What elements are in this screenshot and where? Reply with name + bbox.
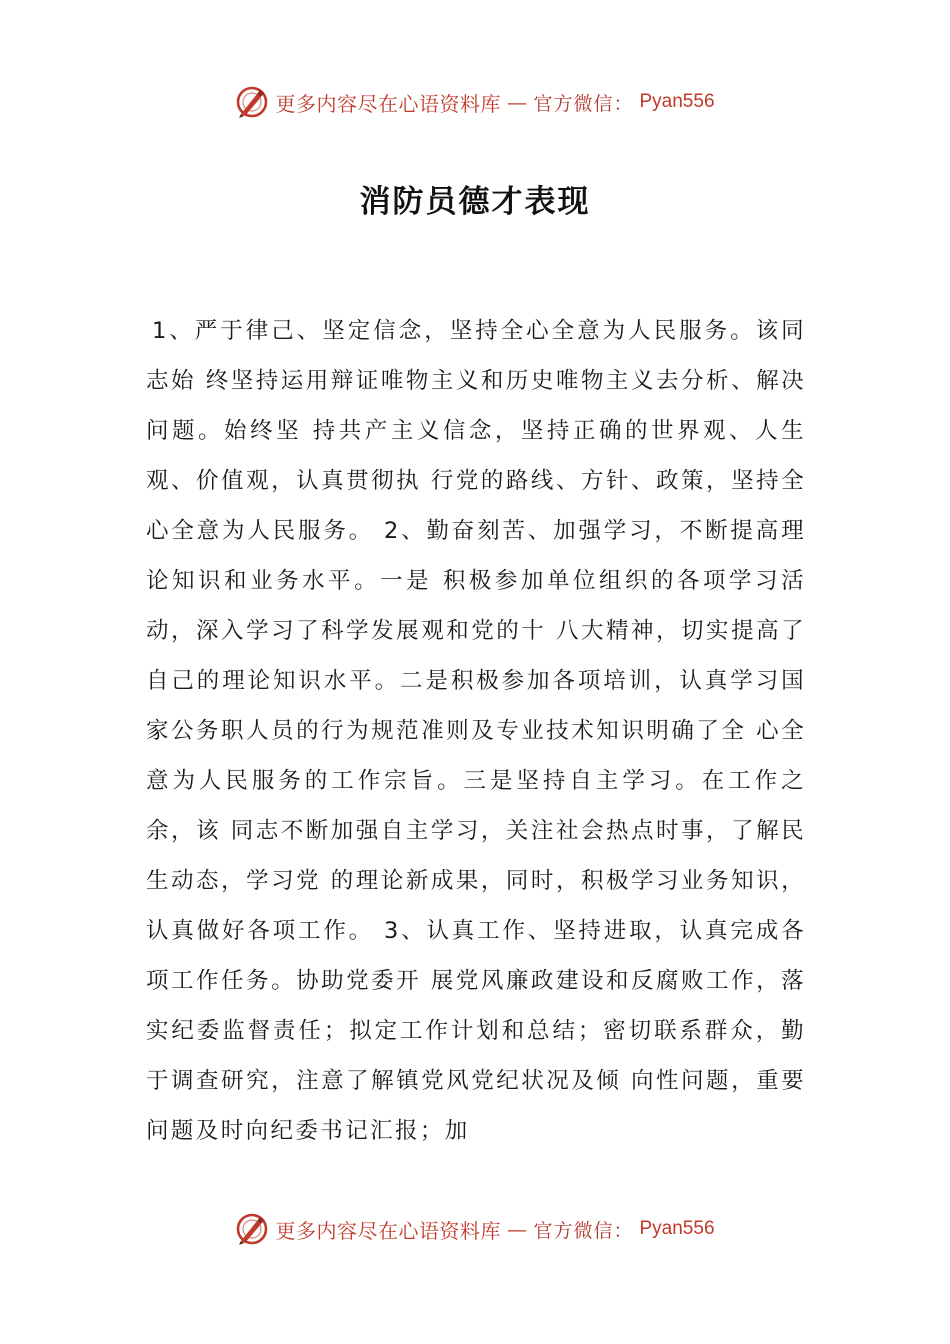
- header-banner: [0, 82, 950, 122]
- pen-logo-icon: [235, 85, 269, 119]
- pen-logo-icon: [235, 1212, 269, 1246]
- banner-separator: —: [506, 90, 528, 114]
- banner-separator: —: [506, 1217, 528, 1241]
- wechat-id: Pyan556: [639, 1218, 715, 1239]
- document-title: 消防员德才表现: [359, 184, 591, 220]
- wechat-id: Pyan556: [639, 91, 715, 112]
- official-wechat-label: 官方微信：: [533, 1219, 634, 1242]
- document-body: 1、严于律己、坚定信念，坚持全心全意为人民服务。该同志始 终坚持运用辩证唯物主义和历史唯物主义去分析、解决问题。始终坚 持共产主义信念，坚持正确的世界观、人生观、价值观，认真贯彻执 行党的路线、方针、政策，坚持全心全意为人民服务。 2、勤奋刻苦、加强学习，不断提高理论知识和业务水平。一是 积极参加单位组织的各项学习活动，深入学习了科学发展观和党的十 八大精神，切实提高了自己的理论知识水平。二是积极参加各项培训，认真学习国家公务职人员的行为规范准则及专业技术知识明确了全 心全意为人民服务的工作宗旨。三是坚持自主学习。在工作之余，该 同志不断加强自主学习，关注社会热点时事，了解民生动态，学习党 的理论新成果，同时，积极学习业务知识，认真做好各项工作。 3、认真工作、坚持进取，认真完成各项工作任务。协助党委开 展党风廉政建设和反腐败工作，落实纪委监督责任；拟定工作计划和总结；密切联系群众，勤于调查研究，注意了解镇党风党纪状况及倾 向性问题，重要问题及时向纪委书记汇报；加: [146, 318, 806, 1144]
- brand-text: 更多内容尽在心语资料库: [275, 1218, 501, 1243]
- official-wechat-label: 官方微信：: [533, 92, 634, 115]
- brand-text: 更多内容尽在心语资料库: [275, 91, 501, 116]
- footer-banner: [0, 1209, 950, 1249]
